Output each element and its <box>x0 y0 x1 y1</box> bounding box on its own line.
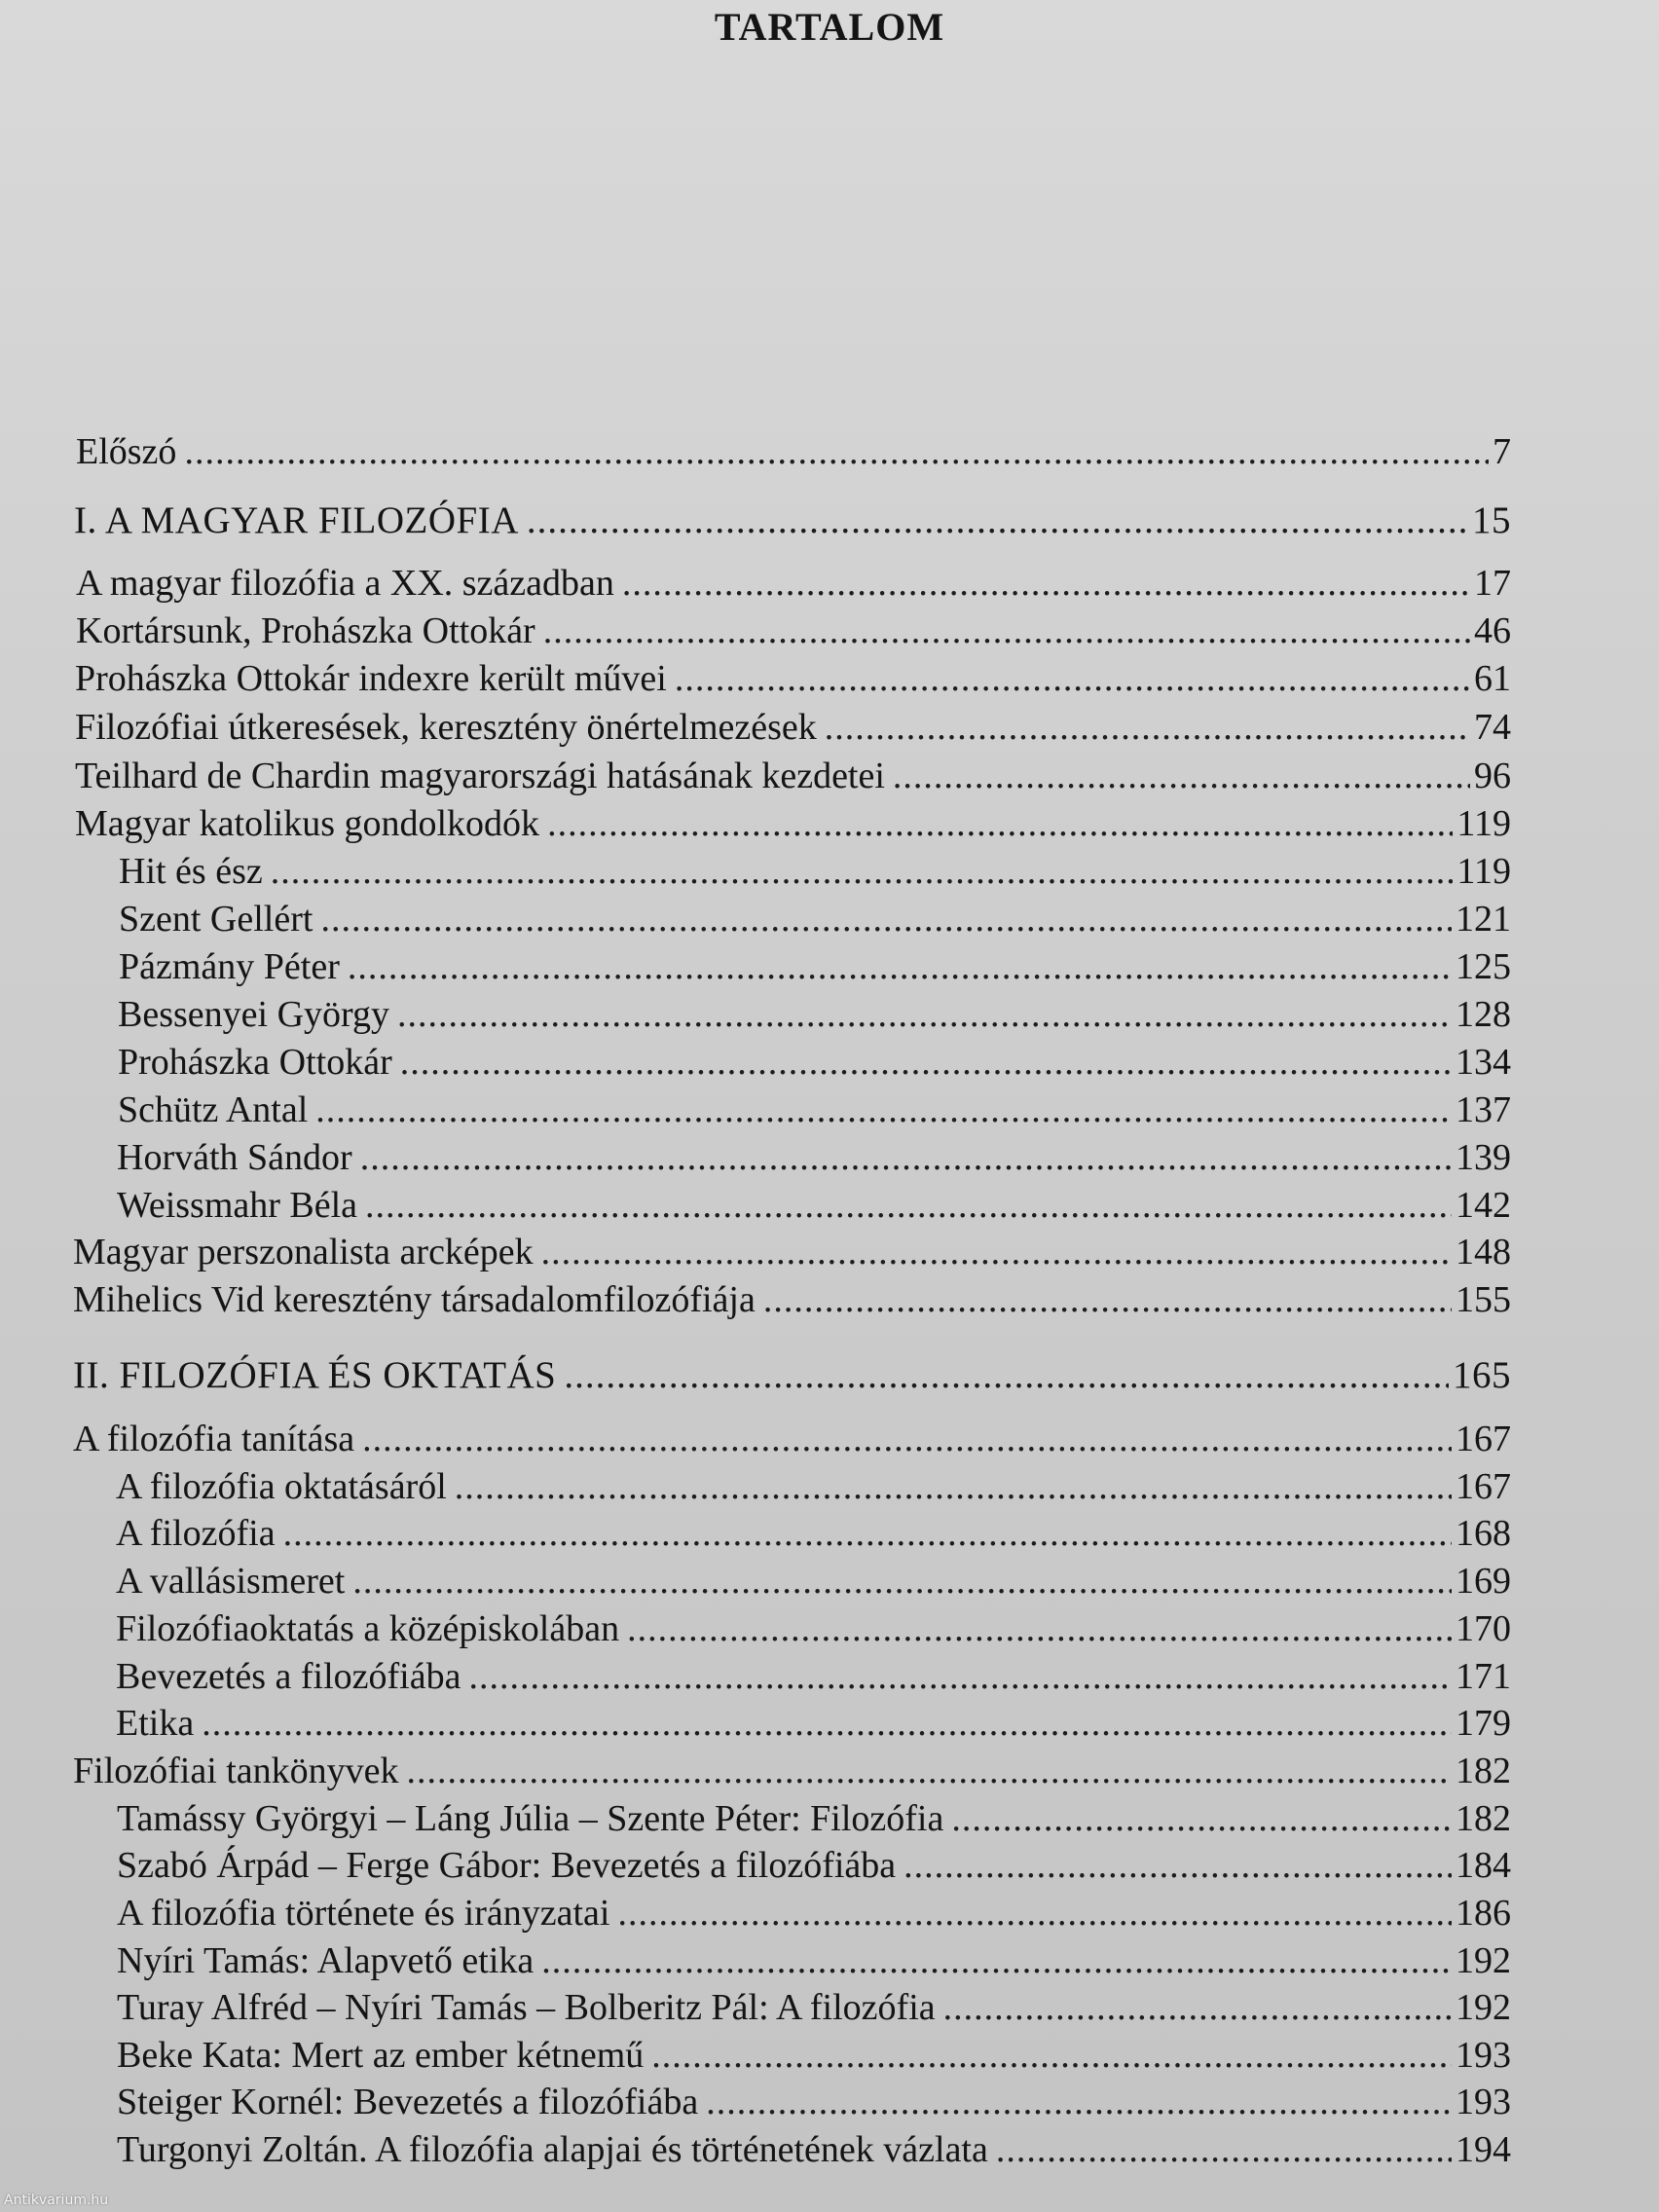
toc-entry-page: 7 <box>1493 431 1511 472</box>
toc-entry-page: 46 <box>1474 610 1511 651</box>
toc-entry-title: Mihelics Vid keresztény társadalomfilozófiája <box>73 1279 756 1320</box>
toc-subentry <box>117 2127 1511 2172</box>
toc-part-heading <box>74 498 1511 543</box>
toc-entry-page: 125 <box>1456 946 1511 987</box>
toc-entry <box>75 801 1511 846</box>
dot-leader <box>763 1277 1452 1322</box>
toc-entry-title: Pázmány Péter <box>119 946 340 987</box>
toc-entry-page: 96 <box>1474 756 1511 796</box>
toc-entry-page: 182 <box>1456 1798 1511 1839</box>
toc-entry-title: Etika <box>116 1703 195 1744</box>
toc-entry-title: Steiger Kornél: Bevezetés a filozófiába <box>117 2082 699 2122</box>
toc-entry-title: A filozófia <box>116 1513 276 1554</box>
toc-entry-page: 194 <box>1456 2129 1511 2170</box>
toc-entry-title: Szabó Árpád – Ferge Gábor: Bevezetés a filozófiába <box>117 1845 897 1886</box>
toc-entry <box>73 1749 1511 1793</box>
dot-leader <box>627 1606 1452 1651</box>
toc-subentry <box>118 1088 1511 1132</box>
toc-entry-page: 167 <box>1456 1466 1511 1507</box>
toc-subentry <box>116 1559 1511 1604</box>
toc-entry-page: 192 <box>1456 1940 1511 1981</box>
toc-entry-page: 15 <box>1472 499 1511 541</box>
toc-entry-title: Magyar perszonalista arcképek <box>73 1232 534 1272</box>
toc-entry-title: I. A MAGYAR FILOZÓFIA <box>74 499 519 541</box>
dot-leader <box>365 1183 1452 1228</box>
toc-entry-title: Beke Kata: Mert az ember kétnemű <box>117 2035 645 2076</box>
toc-entry-title: Szent Gellért <box>119 899 313 940</box>
dot-leader <box>202 1701 1452 1746</box>
toc-entry-page: 139 <box>1456 1137 1511 1178</box>
toc-entry-title: A filozófia oktatásáról <box>116 1466 447 1507</box>
toc-entry-title: Turay Alfréd – Nyíri Tamás – Bolberitz Pál: A filozófia <box>117 1987 936 2028</box>
toc-entry-page: 192 <box>1456 1987 1511 2028</box>
dot-leader <box>320 897 1452 941</box>
toc-entry-page: 179 <box>1456 1703 1511 1744</box>
dot-leader <box>271 849 1454 894</box>
dot-leader <box>362 1417 1452 1461</box>
toc-subentry <box>119 897 1511 941</box>
dot-leader <box>651 2033 1452 2078</box>
toc-entry-page: 119 <box>1456 851 1511 892</box>
toc-entry <box>73 1277 1511 1322</box>
toc-entry-title: Filozófiaoktatás a középiskolában <box>116 1608 620 1649</box>
toc-entry-title: Filozófiai útkeresések, keresztény önértelmezések <box>75 707 817 748</box>
toc-subentry <box>117 1796 1511 1841</box>
toc-entry <box>76 429 1511 474</box>
toc-entry <box>75 705 1511 750</box>
toc-subentry <box>118 1040 1511 1085</box>
toc-entry-title: Schütz Antal <box>118 1089 309 1130</box>
dot-leader <box>675 656 1470 701</box>
toc-subentry <box>117 2080 1511 2124</box>
dot-leader <box>541 1230 1452 1274</box>
toc-entry-title: A filozófia története és irányzatai <box>117 1893 610 1934</box>
toc-subentry <box>117 1135 1511 1180</box>
dot-leader <box>352 1559 1452 1604</box>
toc-subentry <box>118 992 1511 1037</box>
toc-entry-title: Kortársunk, Prohászka Ottokár <box>76 610 535 651</box>
toc-entry-title: Előszó <box>76 431 177 472</box>
dot-leader <box>541 1938 1452 1983</box>
toc-entry-page: 121 <box>1456 899 1511 940</box>
toc-entry-title: Hit és ész <box>119 851 263 892</box>
toc-entry <box>75 656 1511 701</box>
toc-entry-page: 148 <box>1456 1232 1511 1272</box>
toc-entry <box>73 1417 1511 1461</box>
dot-leader <box>564 1353 1449 1398</box>
dot-leader <box>315 1088 1452 1132</box>
toc-subentry <box>119 944 1511 989</box>
toc-subentry <box>117 1985 1511 2030</box>
dot-leader <box>893 754 1470 798</box>
toc-entry-title: II. FILOZÓFIA ÉS OKTATÁS <box>73 1354 557 1396</box>
toc-entry-page: 61 <box>1474 658 1511 699</box>
dot-leader <box>622 561 1470 606</box>
toc-entry-page: 184 <box>1456 1845 1511 1886</box>
toc-subentry <box>117 1938 1511 1983</box>
dot-leader <box>348 944 1452 989</box>
toc-entry-title: Horváth Sándor <box>117 1137 352 1178</box>
dot-leader <box>397 992 1452 1037</box>
toc-entry-title: Magyar katolikus gondolkodók <box>75 803 540 844</box>
toc-entry-title: Weissmahr Béla <box>117 1185 358 1226</box>
toc-subentry <box>117 2033 1511 2078</box>
toc-entry-page: 193 <box>1456 2082 1511 2122</box>
toc-entry-page: 165 <box>1453 1354 1511 1396</box>
toc-entry-title: Teilhard de Chardin magyarországi hatásának kezdetei <box>75 756 885 796</box>
toc-subentry <box>116 1464 1511 1509</box>
toc-entry-page: 186 <box>1456 1893 1511 1934</box>
toc-entry-page: 171 <box>1456 1656 1511 1697</box>
dot-leader <box>951 1796 1452 1841</box>
toc-entry-title: Nyíri Tamás: Alapvető etika <box>117 1940 535 1981</box>
toc-subentry <box>119 849 1511 894</box>
toc-entry-title: Tamássy Györgyi – Láng Júlia – Szente Péter: Filozófia <box>117 1798 944 1839</box>
toc-entry-page: 137 <box>1456 1089 1511 1130</box>
toc-entry-page: 142 <box>1456 1185 1511 1226</box>
toc-entry-title: Bessenyei György <box>118 994 389 1035</box>
toc-entry-page: 182 <box>1456 1751 1511 1791</box>
toc-entry <box>73 1230 1511 1274</box>
toc-part-heading <box>73 1353 1511 1398</box>
toc-entry-title: A filozófia tanítása <box>73 1419 355 1459</box>
toc-subentry <box>116 1606 1511 1651</box>
dot-leader <box>455 1464 1452 1509</box>
dot-leader <box>360 1135 1452 1180</box>
dot-leader <box>706 2080 1452 2124</box>
toc-entry-page: 193 <box>1456 2035 1511 2076</box>
toc-subentry <box>117 1843 1511 1888</box>
toc-entry-page: 74 <box>1474 707 1511 748</box>
toc-entry-title: Turgonyi Zoltán. A filozófia alapjai és történetének vázlata <box>117 2129 988 2170</box>
dot-leader <box>547 801 1453 846</box>
dot-leader <box>943 1985 1452 2030</box>
watermark: Antikvarium.hu <box>4 2193 109 2208</box>
dot-leader <box>283 1511 1452 1556</box>
dot-leader <box>184 429 1489 474</box>
dot-leader <box>527 498 1468 543</box>
dot-leader <box>407 1749 1452 1793</box>
dot-leader <box>400 1040 1452 1085</box>
toc-entry <box>75 754 1511 798</box>
dot-leader <box>543 608 1470 653</box>
toc-entry-page: 155 <box>1456 1279 1511 1320</box>
dot-leader <box>468 1654 1452 1699</box>
toc-entry-page: 170 <box>1456 1608 1511 1649</box>
toc-entry-page: 168 <box>1456 1513 1511 1554</box>
toc-subentry <box>116 1701 1511 1746</box>
toc-subentry <box>117 1891 1511 1936</box>
toc-entry-title: A magyar filozófia a XX. században <box>76 563 614 604</box>
toc-entry-page: 17 <box>1474 563 1511 604</box>
dot-leader <box>825 705 1470 750</box>
page-title: TARTALOM <box>714 5 945 49</box>
toc-entry <box>76 608 1511 653</box>
toc-entry-page: 134 <box>1456 1042 1511 1083</box>
toc-subentry <box>117 1183 1511 1228</box>
toc-entry-page: 128 <box>1456 994 1511 1035</box>
toc-entry-title: Prohászka Ottokár indexre került művei <box>75 658 667 699</box>
toc-entry-page: 119 <box>1456 803 1511 844</box>
toc-subentry <box>116 1511 1511 1556</box>
toc-entry-page: 169 <box>1456 1561 1511 1602</box>
toc-entry-title: Filozófiai tankönyvek <box>73 1751 399 1791</box>
toc-entry-page: 167 <box>1456 1419 1511 1459</box>
dot-leader <box>903 1843 1452 1888</box>
toc-subentry <box>116 1654 1511 1699</box>
toc-entry-title: A vallásismeret <box>116 1561 346 1602</box>
dot-leader <box>996 2127 1452 2172</box>
toc-entry-title: Bevezetés a filozófiába <box>116 1656 461 1697</box>
toc-entry <box>76 561 1511 606</box>
dot-leader <box>617 1891 1452 1936</box>
toc-entry-title: Prohászka Ottokár <box>118 1042 392 1083</box>
